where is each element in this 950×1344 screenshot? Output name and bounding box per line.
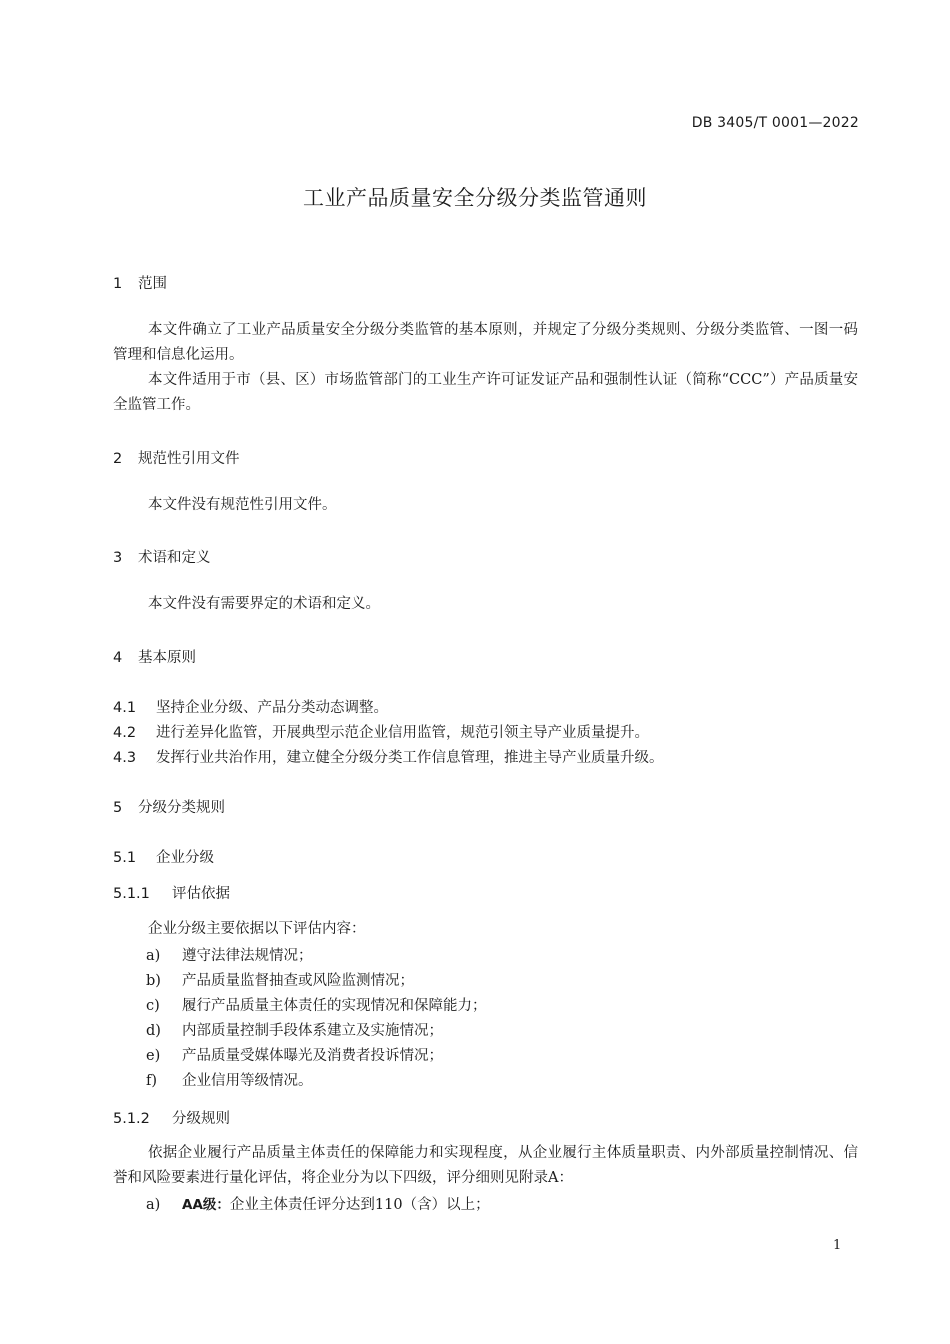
section-title: 规范性引用文件 [138, 451, 240, 467]
list-text: 履行产品质量主体责任的实现情况和保障能力； [182, 998, 487, 1014]
grading-rule-paragraph: 依据企业履行产品质量主体责任的保障能力和实现程度，从企业履行主体质量职责、内外部质量控制情况、信誉和风险要素进行量化评估，将企业分为以下四级，评分细则见附录A： [113, 1145, 858, 1186]
grade-label: AA级： [182, 1197, 230, 1213]
list-text: 遵守法律法规情况； [182, 948, 313, 964]
page-number: 1 [833, 1238, 842, 1253]
list-item [146, 944, 313, 965]
list-label: b) [146, 973, 161, 989]
section-5-1-2-heading [113, 1107, 230, 1128]
document-code: DB 3405/T 0001—2022 [691, 115, 859, 131]
section-number: 4 [113, 650, 123, 666]
list-label: a) [146, 1197, 161, 1213]
assessment-intro: 企业分级主要依据以下评估内容： [148, 921, 366, 937]
list-text: 企业信用等级情况。 [182, 1073, 313, 1089]
section-number: 2 [113, 451, 123, 467]
section-5-1-heading [113, 846, 214, 867]
list-label: d) [146, 1023, 161, 1039]
section-3-heading [113, 546, 211, 567]
list-label: e) [146, 1048, 161, 1064]
section-number: 3 [113, 550, 123, 566]
clause-number: 4.1 [113, 700, 137, 716]
list-label: a) [146, 948, 161, 964]
principle-4-2 [113, 721, 649, 742]
clause-text: 进行差异化监管，开展典型示范企业信用监管，规范引领主导产业质量提升。 [156, 725, 649, 741]
section-number: 5.1 [113, 850, 137, 866]
section-number: 5.1.2 [113, 1111, 150, 1127]
list-text: 企业主体责任评分达到110（含）以上； [229, 1197, 490, 1213]
principle-4-1 [113, 696, 388, 717]
section-2-heading [113, 447, 240, 468]
section-title: 基本原则 [138, 650, 196, 666]
principle-4-3 [113, 746, 664, 767]
list-text: 产品质量监督抽查或风险监测情况； [182, 973, 414, 989]
section-4-heading [113, 646, 196, 667]
section-title: 分级规则 [172, 1111, 230, 1127]
document-title: 工业产品质量安全分级分类监管通则 [303, 186, 647, 210]
list-item [146, 994, 487, 1015]
section-1-paragraph-2: 本文件适用于市（县、区）市场监管部门的工业生产许可证发证产品和强制性认证（简称“CCC”）产品质量安全监管工作。 [113, 372, 858, 413]
list-item [146, 969, 414, 990]
section-number: 5 [113, 800, 123, 816]
section-3-paragraph: 本文件没有需要界定的术语和定义。 [148, 596, 380, 612]
section-5-heading [113, 796, 225, 817]
section-number: 1 [113, 276, 123, 292]
clause-number: 4.3 [113, 750, 137, 766]
list-text: 内部质量控制手段体系建立及实施情况； [182, 1023, 443, 1039]
section-5-1-1-heading [113, 882, 230, 903]
section-title: 术语和定义 [138, 550, 211, 566]
list-item [146, 1019, 443, 1040]
section-title: 分级分类规则 [138, 800, 225, 816]
list-text: 产品质量受媒体曝光及消费者投诉情况； [182, 1048, 443, 1064]
clause-number: 4.2 [113, 725, 137, 741]
section-2-paragraph: 本文件没有规范性引用文件。 [148, 497, 337, 513]
section-title: 评估依据 [172, 886, 230, 902]
list-label: c) [146, 998, 160, 1014]
clause-text: 坚持企业分级、产品分类动态调整。 [156, 700, 388, 716]
section-title: 范围 [138, 276, 167, 292]
section-1-heading [113, 272, 167, 293]
list-label: f) [146, 1073, 158, 1089]
list-item [146, 1044, 443, 1065]
section-1-paragraph-1: 本文件确立了工业产品质量安全分级分类监管的基本原则，并规定了分级分类规则、分级分类监管、一图一码管理和信息化运用。 [113, 322, 858, 363]
list-item [146, 1069, 313, 1090]
clause-text: 发挥行业共治作用，建立健全分级分类工作信息管理，推进主导产业质量升级。 [156, 750, 664, 766]
grade-item-aa [146, 1193, 490, 1214]
section-title: 企业分级 [156, 850, 214, 866]
section-number: 5.1.1 [113, 886, 150, 902]
